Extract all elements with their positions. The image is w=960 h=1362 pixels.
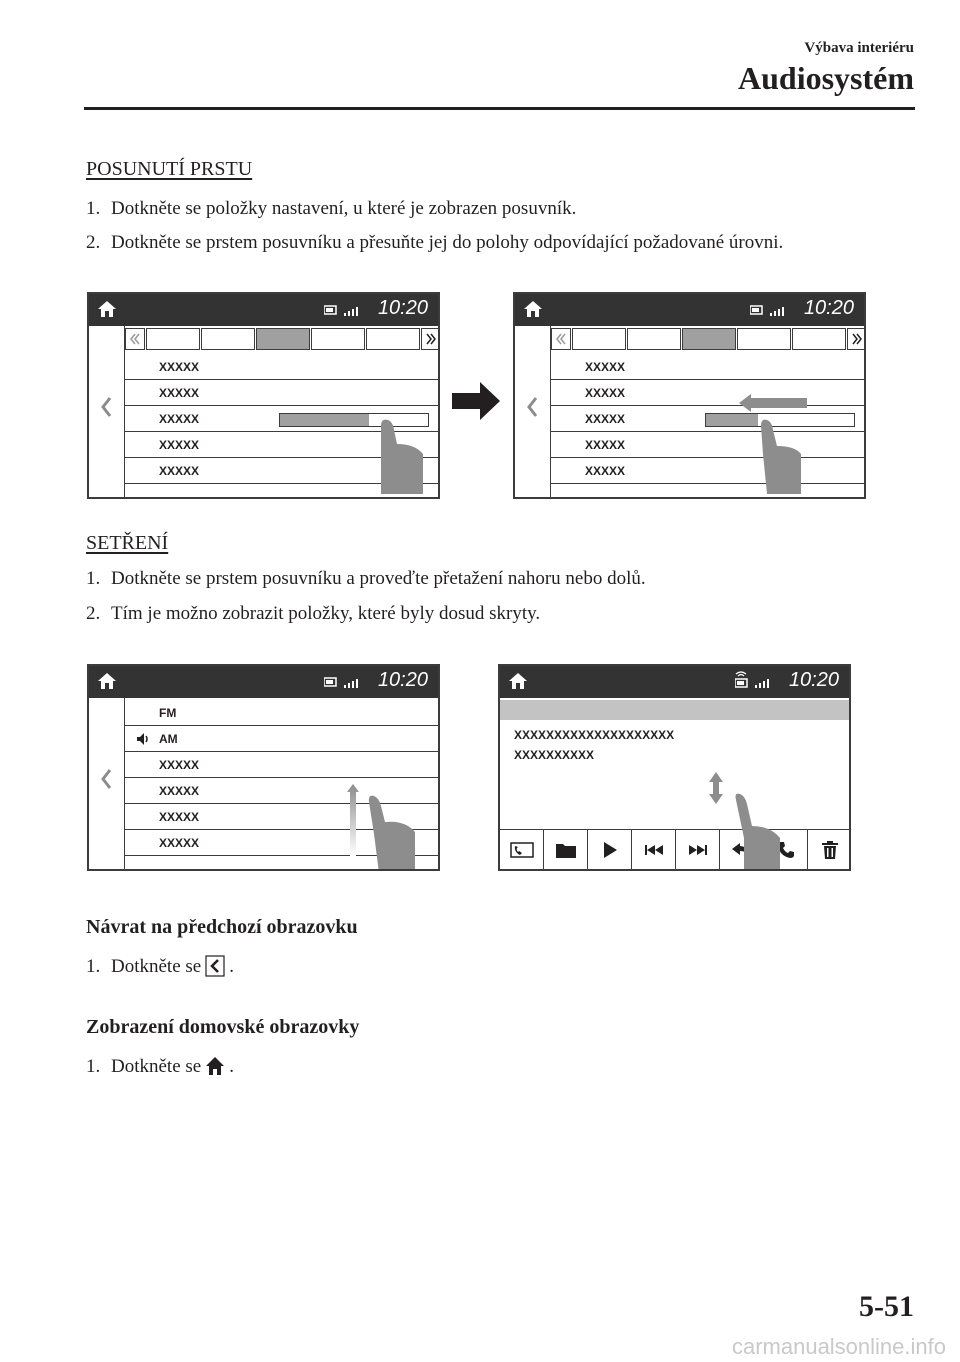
finger-icon: [515, 294, 866, 499]
list-item-label: XXXXX: [159, 836, 200, 850]
list-item-label: XXXXX: [159, 464, 200, 478]
step-number: 1.: [86, 956, 101, 977]
swipe-title: SETŘENÍ: [86, 532, 169, 554]
step-text: Dotkněte se: [111, 956, 202, 977]
step-text: Dotkněte se prstem posuvníku a proveďte přetažení nahoru nebo dolů.: [111, 568, 646, 589]
list-item-label: XXXXX: [159, 438, 200, 452]
list-item-label: XXXXX: [585, 412, 626, 426]
step-text: Dotkněte se prstem posuvníku a přesuňte jej do polohy odpovídající požadované úrovni.: [111, 232, 784, 253]
step-text-end: .: [229, 956, 234, 977]
message-line: XXXXXXXXXX: [514, 748, 595, 762]
list-item-label: XXXXX: [585, 438, 626, 452]
chapter-title: Audiosystém: [737, 60, 914, 96]
list-item-label: XXXXX: [585, 464, 626, 478]
step-number: 2.: [86, 232, 101, 253]
slider-screen-before: [87, 292, 440, 499]
finger-slide-step-2: [86, 232, 783, 254]
return-prev-title: Návrat na předchozí obrazovku: [86, 916, 358, 938]
step-number: 2.: [86, 603, 101, 624]
list-item-label: XXXXX: [585, 360, 626, 374]
message-screen: [498, 664, 851, 871]
header-rule: [84, 107, 915, 110]
source-list-screen: [87, 664, 440, 871]
return-prev-step: [86, 955, 234, 978]
list-item-label: XXXXX: [159, 412, 200, 426]
step-text: Dotkněte se položky nastavení, u které je zobrazen posuvník.: [111, 198, 577, 219]
step-text: Tím je možno zobrazit položky, které byly dosud skryty.: [111, 603, 541, 624]
list-item-label: XXXXX: [159, 784, 200, 798]
finger-slide-step-1: [86, 198, 576, 220]
slider-screen-after: [513, 292, 866, 499]
list-item-label: XXXXX: [159, 810, 200, 824]
clock-time: 10:20: [803, 297, 854, 319]
home-screen-step: [86, 1055, 234, 1078]
step-number: 1.: [86, 198, 101, 219]
list-item-label: XXXXX: [159, 360, 200, 374]
list-item-label: XXXXX: [585, 386, 626, 400]
back-button-icon: [205, 955, 225, 977]
list-item-label: AM: [159, 732, 178, 746]
message-line: XXXXXXXXXXXXXXXXXXXX: [514, 728, 675, 742]
finger-slide-title: POSUNUTÍ PRSTU: [86, 158, 253, 180]
watermark: carmanualsonline.info: [731, 1334, 946, 1359]
chapter-section: Výbava interiéru: [804, 40, 914, 56]
finger-icon: [89, 294, 440, 499]
page-number: 5-51: [859, 1290, 914, 1323]
step-number: 1.: [86, 568, 101, 589]
finger-icon: [500, 666, 851, 871]
home-screen-title: Zobrazení domovské obrazovky: [86, 1016, 360, 1038]
swipe-step-2: [86, 603, 540, 625]
home-icon: [205, 1055, 225, 1077]
list-item-label: XXXXX: [159, 758, 200, 772]
list-item-label: FM: [159, 706, 177, 720]
step-number: 1.: [86, 1056, 101, 1077]
clock-time: 10:20: [788, 669, 839, 691]
swipe-step-1: [86, 568, 646, 590]
finger-icon: [89, 666, 440, 871]
step-text-end: .: [229, 1056, 234, 1077]
clock-time: 10:20: [377, 297, 428, 319]
arrow-right-icon: [452, 380, 502, 422]
step-text: Dotkněte se: [111, 1056, 202, 1077]
list-item-label: XXXXX: [159, 386, 200, 400]
clock-time: 10:20: [377, 669, 428, 691]
